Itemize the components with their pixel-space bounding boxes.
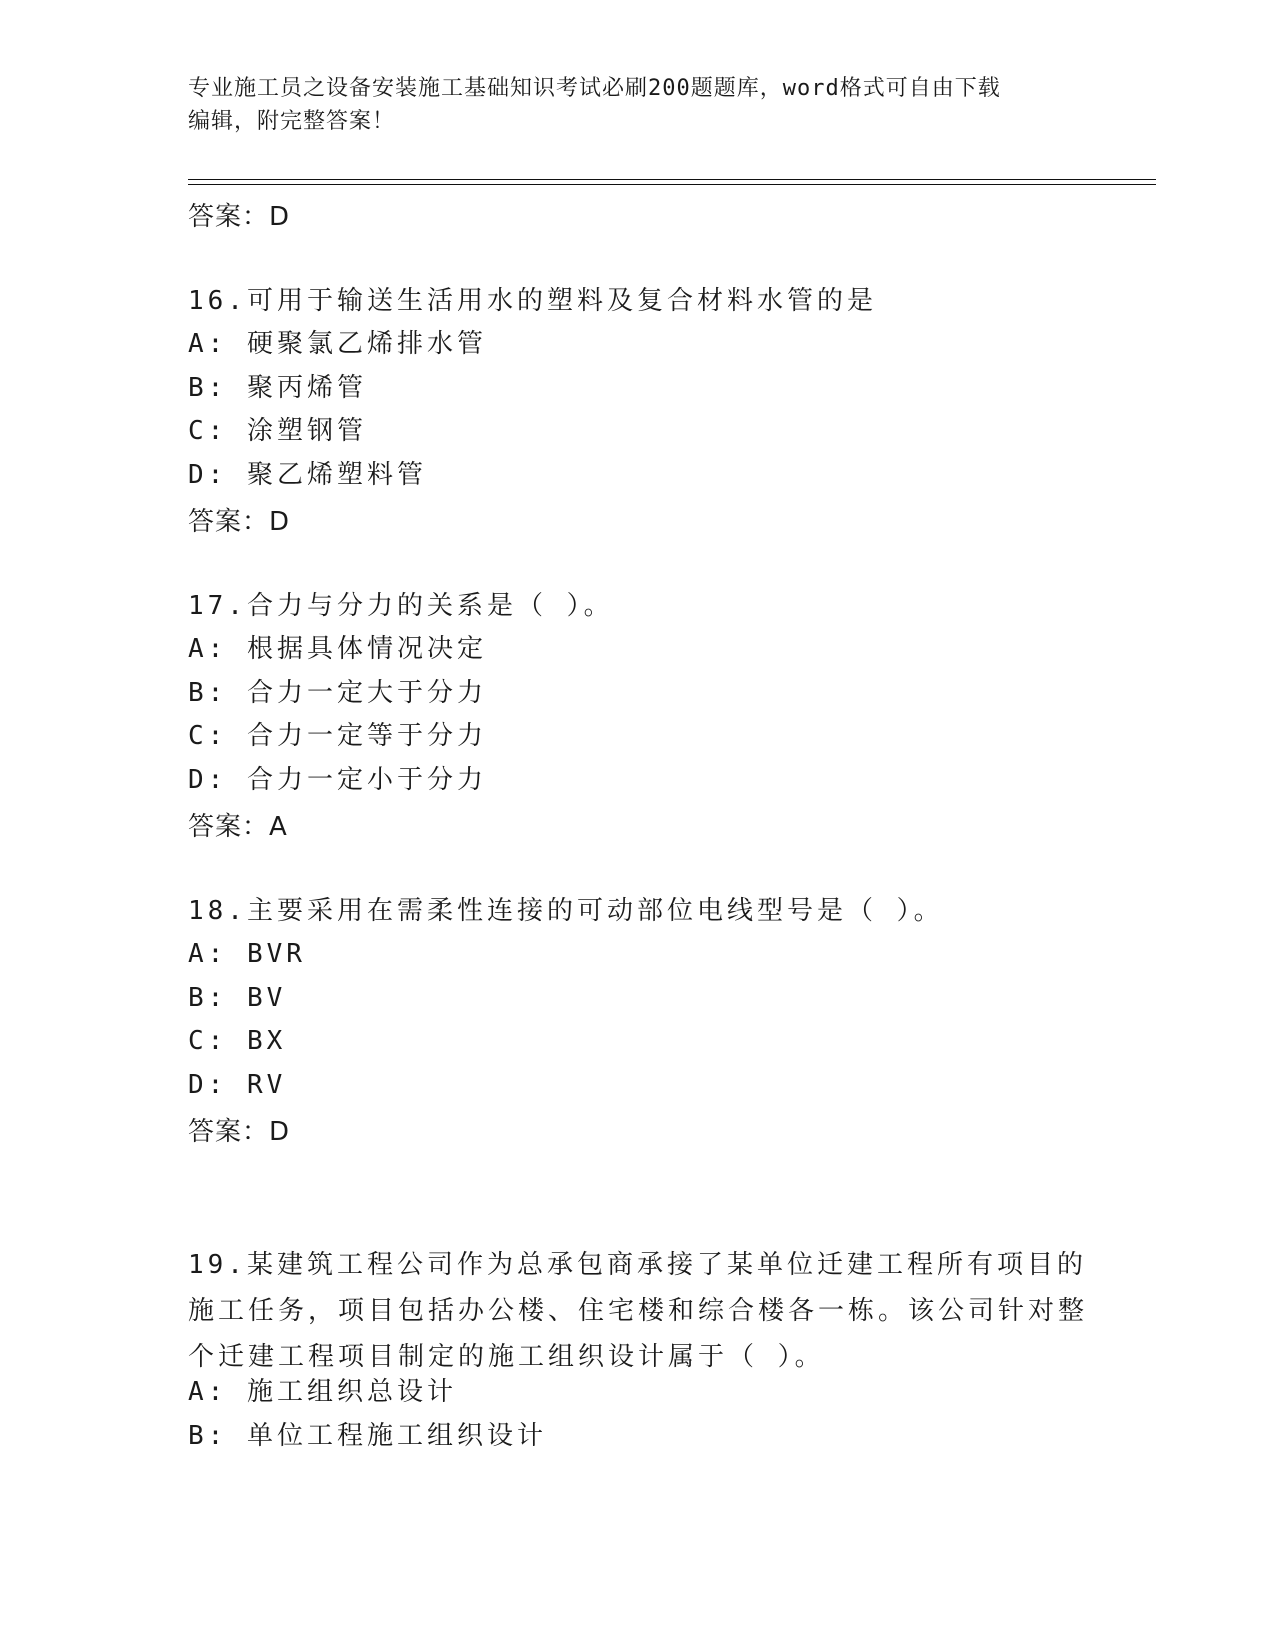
question-19-option-a: A: 施工组织总设计 [188, 1377, 457, 1407]
question-19-option-b: B: 单位工程施工组织设计 [188, 1421, 547, 1451]
header-title-line2: 编辑，附完整答案！ [188, 109, 396, 134]
question-17-option-c: C: 合力一定等于分力 [188, 721, 487, 751]
header-divider-top [188, 179, 1156, 180]
question-18-option-a: A: BVR [188, 939, 306, 969]
question-16-option-c: C: 涂塑钢管 [188, 416, 367, 446]
question-18-answer: 答案：D [188, 1117, 291, 1147]
answer-previous: 答案：D [188, 202, 291, 232]
question-18-stem: 18.主要采用在需柔性连接的可动部位电线型号是（ ）。 [188, 896, 944, 926]
question-16-option-b: B: 聚丙烯管 [188, 373, 367, 403]
question-18-option-c: C: BX [188, 1026, 287, 1056]
question-18-option-d: D: RV [188, 1070, 287, 1100]
question-18-option-b: B: BV [188, 983, 287, 1013]
question-17-answer: 答案：A [188, 812, 288, 842]
header-divider-bottom [188, 184, 1156, 185]
question-19-stem: 19.某建筑工程公司作为总承包商承接了某单位迁建工程所有项目的施工任务，项目包括办公楼、住宅楼和综合楼各一栋。该公司针对整个迁建工程项目制定的施工组织设计属于（ ）。 [188, 1250, 1089, 1372]
question-17-option-a: A: 根据具体情况决定 [188, 634, 487, 664]
question-16-option-a: A: 硬聚氯乙烯排水管 [188, 329, 487, 359]
header-title-line1: 专业施工员之设备安装施工基础知识考试必刷200题题库，word格式可自由下载 [188, 76, 1001, 101]
question-16-stem: 16.可用于输送生活用水的塑料及复合材料水管的是 [188, 286, 877, 316]
question-16-option-d: D: 聚乙烯塑料管 [188, 460, 427, 490]
question-17-stem: 17.合力与分力的关系是（ ）。 [188, 591, 614, 621]
question-17-option-b: B: 合力一定大于分力 [188, 678, 487, 708]
document-header [188, 72, 1068, 138]
question-16-answer: 答案：D [188, 507, 291, 537]
question-17-option-d: D: 合力一定小于分力 [188, 765, 487, 795]
